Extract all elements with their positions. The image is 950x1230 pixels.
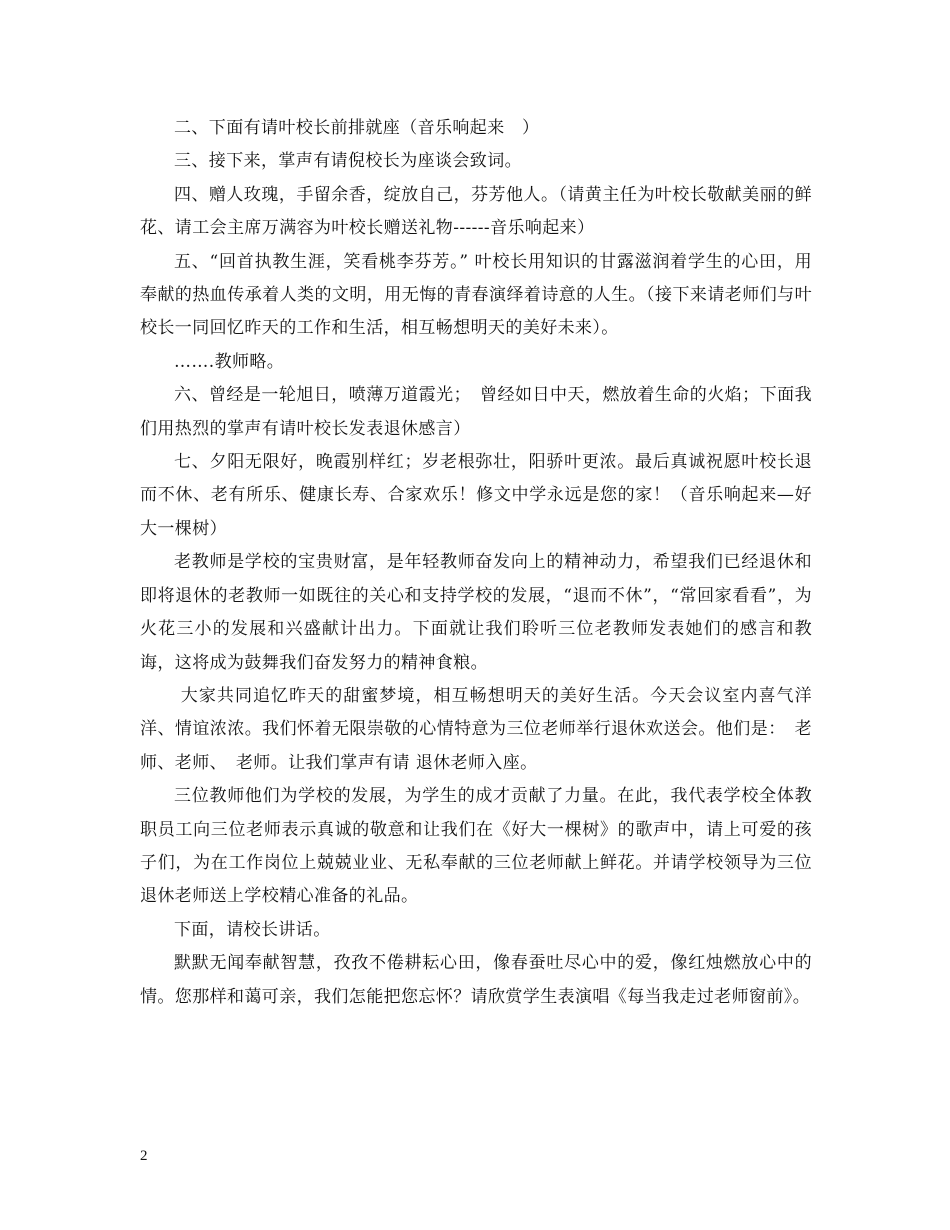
paragraph-three-teachers: 三位教师他们为学校的发展，为学生的成才贡献了力量。在此，我代表学校全体教职员工向三位老师表示真诚的敬意和让我们在《好大一棵树》的歌声中，请上可爱的孩子们，为在工作岗位上兢兢业业、无私奉献的三位老师献上鲜花。并请学校领导为三位退休老师送上学校精心准备的礼品。 xyxy=(140,786,812,907)
paragraph-2: 二、下面有请叶校长前排就座（音乐响起来 ） xyxy=(174,118,540,138)
paragraph-recall: 大家共同追忆昨天的甜蜜梦境，相互畅想明天的美好生活。今天会议室内喜气洋洋、情谊浓浓。我们怀着无限崇敬的心情特意为三位老师举行退休欢送会。他们是： 老师、老师、 老师。让我们掌声有请 退休老师入座。 xyxy=(140,685,812,773)
paragraph-3: 三、接下来，掌声有请倪校长为座谈会致词。 xyxy=(174,151,522,172)
paragraph-old-teachers: 老教师是学校的宝贵财富，是年轻教师奋发向上的精神动力，希望我们已经退休和即将退休的老教师一如既往的关心和支持学校的发展，“退而不休”，“常回家看看”，为火花三小的发展和兴盛献计出力。下面就让我们聆听三位老教师发表她们的感言和教诲，这将成为鼓舞我们奋发努力的精神食粮。 xyxy=(140,552,812,673)
paragraph-closing: 默默无闻奉献智慧，孜孜不倦耕耘心田，像春蚕吐尽心中的爱，像红烛燃放心中的情。您那样和蔼可亲，我们怎能把您忘怀？请欣赏学生表演唱《每当我走过老师窗前》。 xyxy=(140,953,812,1007)
document-body xyxy=(140,112,812,1014)
page-number: 2 xyxy=(140,1148,148,1164)
paragraph-5: 五、“回首执教生涯，笑看桃李芬芳。” 叶校长用知识的甘露滋润着学生的心田，用奉献的热血传承着人类的文明，用无悔的青春演绎着诗意的人生。（接下来请老师们与叶校长一同回忆昨天的工作和生活，相互畅想明天的美好未来）。 xyxy=(140,251,812,339)
paragraph-7: 七、夕阳无限好，晚霞别样红；岁老根弥壮，阳骄叶更浓。最后真诚祝愿叶校长退而不休、老有所乐、健康长寿、合家欢乐！修文中学永远是您的家！（音乐响起来—好大一棵树） xyxy=(140,452,812,539)
paragraph-6: 六、曾经是一轮旭日，喷薄万道霞光； 曾经如日中天，燃放着生命的火焰；下面我们用热烈的掌声有请叶校长发表退休感言） xyxy=(140,385,812,439)
paragraph-principal-speech: 下面，请校长讲话。 xyxy=(174,919,331,940)
paragraph-teacher-note: …….教师略。 xyxy=(174,351,285,372)
paragraph-4: 四、赠人玫瑰，手留余香，绽放自己，芬芳他人。（请黄主任为叶校长敬献美丽的鲜花、请工会主席万满容为叶校长赠送礼物------音乐响起来） xyxy=(140,184,812,239)
